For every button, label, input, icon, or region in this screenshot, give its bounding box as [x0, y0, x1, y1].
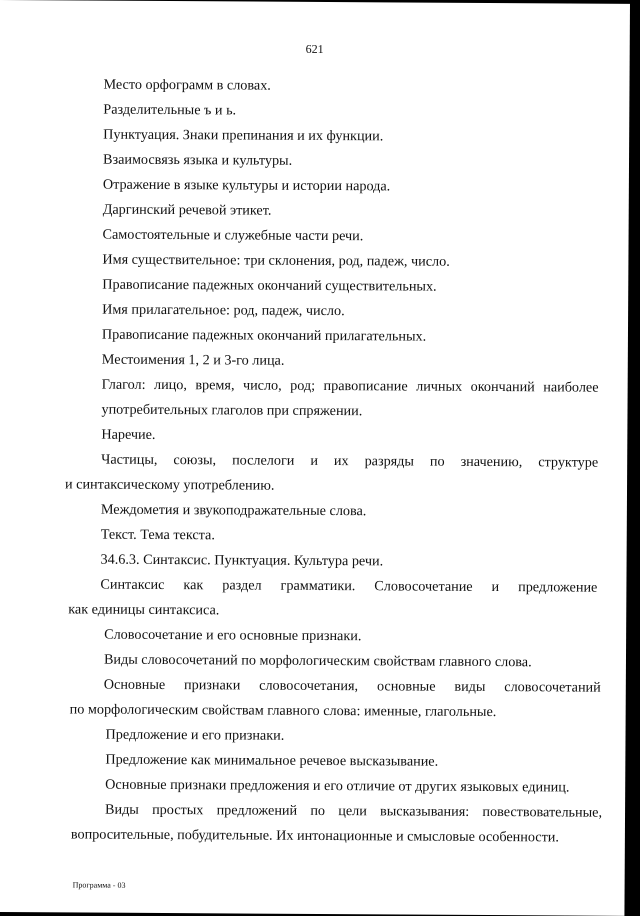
text-line: Имя прилагательное: род, падеж, число.: [102, 301, 345, 320]
word: повествовательные,: [482, 803, 603, 821]
word: правописание: [323, 377, 408, 395]
word: Основные: [103, 676, 166, 694]
text-line: Взаимосвязь языка и культуры.: [102, 151, 293, 169]
word: признаки: [184, 677, 241, 694]
page-footer: Программа - 03: [72, 880, 126, 890]
word: и: [491, 579, 500, 596]
text-line: Предложение и его признаки.: [105, 726, 285, 744]
word: лицо,: [153, 376, 187, 394]
word: словосочетания,: [259, 677, 359, 695]
text-line: Пунктуация. Знаки препинания и их функции.: [103, 126, 384, 145]
word: раздел: [222, 577, 262, 594]
text-line: Наречие.: [101, 426, 156, 443]
word: Виды: [105, 801, 139, 818]
word: послелоги: [232, 452, 295, 469]
word: союзы,: [173, 452, 217, 469]
text-line: Междометия и звукоподражательные слова.: [100, 501, 367, 520]
page-number: 621: [305, 41, 324, 56]
text-line: Виды словосочетаний по морфологическим свойствам главного слова.: [103, 651, 532, 671]
word: по: [310, 802, 326, 820]
text-line: Правописание падежных окончаний существительных.: [102, 276, 437, 295]
text-line: вопросительные, побудительные. Их интонационные и смысловые особенности.: [70, 826, 560, 846]
text-line: Предложение как минимальное речевое высказывание.: [105, 751, 439, 770]
word: значению,: [460, 453, 523, 471]
word: и: [310, 452, 319, 469]
word: Синтаксис: [100, 576, 165, 594]
word: окончаний: [470, 378, 535, 396]
word: высказывания:: [380, 803, 470, 820]
word: наиболее: [543, 379, 599, 396]
word: число,: [242, 377, 282, 394]
word: Словосочетание: [374, 578, 473, 595]
word: словосочетаний: [504, 679, 601, 696]
word: предложение: [518, 579, 598, 596]
word: виды: [454, 678, 486, 695]
justified-line: [100, 577, 597, 596]
word: простых: [152, 801, 204, 819]
word: структуре: [538, 454, 599, 471]
text-line: Имя существительное: три склонения, род, падеж, число.: [102, 251, 450, 270]
text-line: Место орфограмм в словах.: [103, 76, 271, 94]
word: Глагол:: [101, 376, 146, 393]
word: разряды: [364, 453, 415, 470]
word: их: [333, 453, 349, 470]
text-line: Самостоятельные и служебные части речи.: [102, 226, 364, 245]
justified-line: [101, 452, 598, 471]
text-line: употребительных глаголов при спряжении.: [101, 401, 363, 420]
text-line: Разделительные ъ и ь.: [103, 101, 237, 119]
word: основные: [376, 678, 436, 695]
section-heading: 34.6.3. Синтаксис. Пунктуация. Культура речи.: [100, 551, 384, 570]
text-line: Словосочетание и его основные признаки.: [104, 626, 362, 645]
text-line: как единицы синтаксиса.: [68, 601, 220, 619]
word: цели: [338, 803, 367, 820]
word: личных: [416, 378, 463, 395]
text-line: Правописание падежных окончаний прилагательных.: [101, 326, 427, 345]
text-line: Текст. Тема текста.: [100, 526, 215, 544]
justified-line: [104, 677, 601, 696]
scan-edge: [630, 0, 640, 912]
text-line: Основные признаки предложения и его отличие от других языковых единиц.: [105, 776, 570, 796]
word: предложений: [216, 802, 298, 819]
word: как: [183, 577, 204, 594]
justified-line: [105, 802, 602, 821]
text-line: Даргинский речевой этикет.: [102, 201, 272, 219]
text-line: по морфологическим свойствам главного слова: именные, глагольные.: [69, 701, 497, 721]
text-line: и синтаксическому употреблению.: [64, 476, 275, 494]
word: время,: [195, 377, 235, 394]
word: Частицы,: [101, 451, 158, 468]
word: по: [429, 453, 445, 470]
text-line: Отражение в языке культуры и истории народа.: [102, 176, 391, 195]
justified-line: [102, 377, 599, 396]
text-line: Местоимения 1, 2 и 3-го лица.: [101, 351, 285, 369]
word: род;: [290, 377, 316, 394]
word: грамматики.: [280, 577, 356, 595]
